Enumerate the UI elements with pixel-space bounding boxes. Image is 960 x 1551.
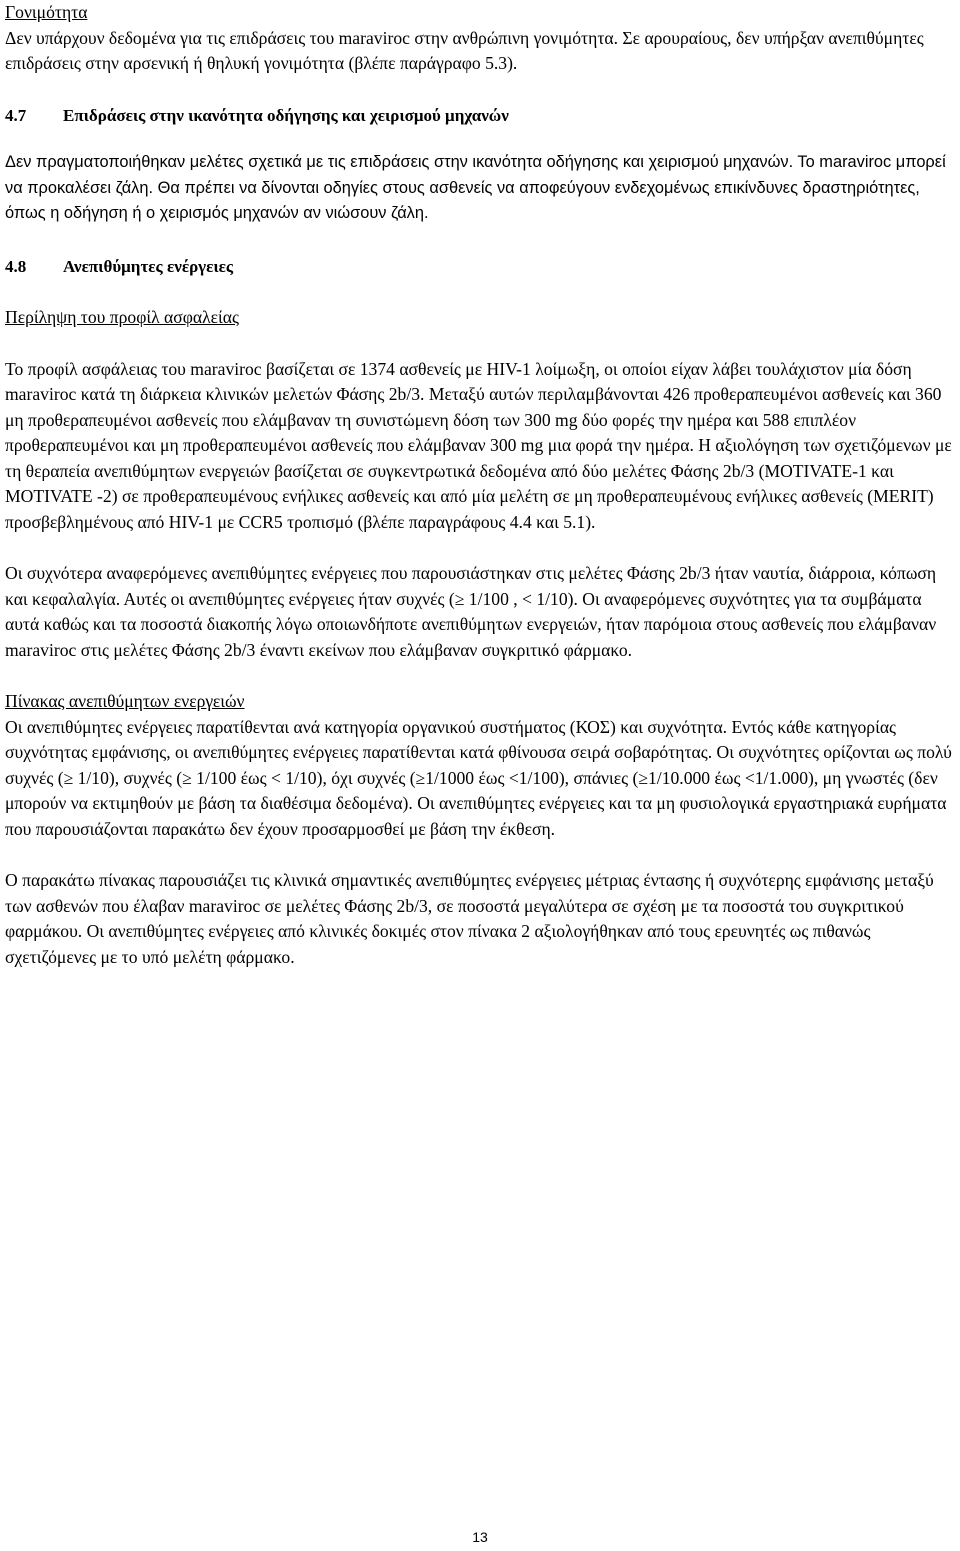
adverse-reactions-table-title: Πίνακας ανεπιθύμητων ενεργειών: [5, 691, 245, 711]
spacer: [5, 227, 960, 254]
fertility-title: Γονιμότητα: [5, 2, 88, 22]
page-number: 13: [472, 1529, 488, 1545]
section-4-8-number: 4.8: [5, 256, 27, 276]
spacer: [5, 535, 960, 561]
section-4-7-heading: [5, 103, 960, 129]
safety-paragraph-2: Οι συχνότερα αναφερόμενες ανεπιθύμητες ενέργειες που παρουσιάστηκαν στις μελέτες Φάσης 2b/3 ήταν ναυτία, διάρροια, κόπωση και κεφαλαλγία. Αυτές οι ανεπιθύμητες ενέργειες ήταν συχνές (≥ 1/100 , < 1/10). Οι αναφερόμενες συχνότητες για τα συμβάματα αυτά καθώς και τα ποσοστά διακοπής λόγω οποιωνδήποτε ανεπιθύμητων ενεργειών, ήταν παρόμοια στους ασθενείς που ελάμβαναν maraviroc στις μελέτες Φάσης 2b/3 έναντι εκείνων που ελάμβαναν συγκριτικό φάρμακο.: [5, 563, 937, 660]
spacer: [5, 128, 960, 150]
section-4-7-text: Δεν πραγματοποιήθηκαν μελέτες σχετικά με τις επιδράσεις στην ικανότητα οδήγησης και χειρισμού μηχανών. Το maraviroc μπορεί να προκαλέσει ζάλη. Θα πρέπει να δίνονται οδηγίες στους ασθενείς να αποφεύγουν ενδεχομένως επικίνδυνες δραστηριότητες, όπως η οδήγηση ή ο χειρισμός μηχανών αν νιώσουν ζάλη.: [5, 153, 946, 222]
spacer: [5, 663, 960, 689]
table-intro-paragraph: Ο παρακάτω πίνακας παρουσιάζει τις κλινικά σημαντικές ανεπιθύμητες ενέργειες μέτριας έντασης ή συχνότερης εμφάνισης μεταξύ των ασθενών που έλαβαν maraviroc σε μελέτες Φάσης 2b/3, σε ποσοστά μεγαλύτερα σε σχέση με τα ποσοστά του συγκριτικού φαρμάκου. Οι ανεπιθύμητες ενέργειες από κλινικές δοκιμές στον πίνακα 2 αξιολογήθηκαν από τους ερευνητές ως πιθανώς σχετιζόμενες με το υπό μελέτη φάρμακο.: [5, 870, 934, 967]
frequency-paragraph: Οι ανεπιθύμητες ενέργειες παρατίθενται ανά κατηγορία οργανικού συστήματος (ΚΟΣ) και συχνότητα. Εντός κάθε κατηγορίας συχνότητας εμφάνισης, οι ανεπιθύμητες ενέργειες παρατίθενται κατά φθίνουσα σειρά σοβαρότητας. Οι συχνότητες ορίζονται ως πολύ συχνές (≥ 1/10), συχνές (≥ 1/100 έως < 1/10), όχι συχνές (≥1/1000 έως <1/100), σπάνιες (≥1/10.000 έως <1/1.000), μη γνωστές (δεν μπορούν να εκτιμηθούν με βάση τα διαθέσιμα δεδομένα). Οι ανεπιθύμητες ενέργειες και τα μη φυσιολογικά εργαστηριακά ευρήματα που παρουσιάζονται παρακάτω δεν έχουν προσαρμοσθεί με βάση την έκθεση.: [5, 716, 952, 839]
fertility-text: Δεν υπάρχουν δεδομένα για τις επιδράσεις του maraviroc στην ανθρώπινη γονιμότητα. Σε αρουραίους, δεν υπήρξαν ανεπιθύμητες επιδράσεις στην αρσενική ή θηλυκή γονιμότητα (βλέπε παράγραφο 5.3).: [5, 27, 924, 73]
spacer: [5, 331, 960, 357]
section-4-7-title: Επιδράσεις στην ικανότητα οδήγησης και χειρισμού μηχανών: [63, 105, 509, 125]
safety-summary-title: Περίληψη του προφίλ ασφαλείας: [5, 307, 239, 327]
section-4-8-title: Ανεπιθύμητες ενέργειες: [63, 256, 234, 276]
spacer: [5, 279, 960, 305]
page-content: [5, 0, 960, 970]
section-4-7-number: 4.7: [5, 105, 27, 125]
spacer: [5, 842, 960, 868]
section-4-8-heading: [5, 254, 960, 280]
safety-paragraph-1: Το προφίλ ασφάλειας του maraviroc βασίζεται σε 1374 ασθενείς με HIV-1 λοίμωξη, οι οποίοι είχαν λάβει τουλάχιστον μία δόση maraviroc κατά τη διάρκεια κλινικών μελετών Φάσης 2b/3. Μεταξύ αυτών περιλαμβάνονται 426 προθεραπευμένοι ασθενείς και 360 μη προθεραπευμένοι ασθενείς που ελάμβαναν τη συνιστώμενη δόση των 300 mg δύο φορές την ημέρα και 588 επιπλέον προθεραπευμένοι και μη προθεραπευμένοι ασθενείς που ελάμβαναν 300 mg μια φορά την ημέρα. Η αξιολόγηση των σχετιζόμενων με τη θεραπεία ανεπιθύμητων ενεργειών βασίζεται σε συγκεντρωτικά δεδομένα από δύο μελέτες Φάσης 2b/3 (MOTIVATE-1 και MOTIVATE -2) σε προθεραπευμένους ενήλικες ασθενείς και από μία μελέτη σε μη προθεραπευμένους ενήλικες ασθενείς (MERIT) προσβεβλημένους από HIV-1 με CCR5 τροπισμό (βλέπε παραγράφους 4.4 και 5.1).: [5, 358, 952, 532]
spacer: [5, 77, 960, 103]
